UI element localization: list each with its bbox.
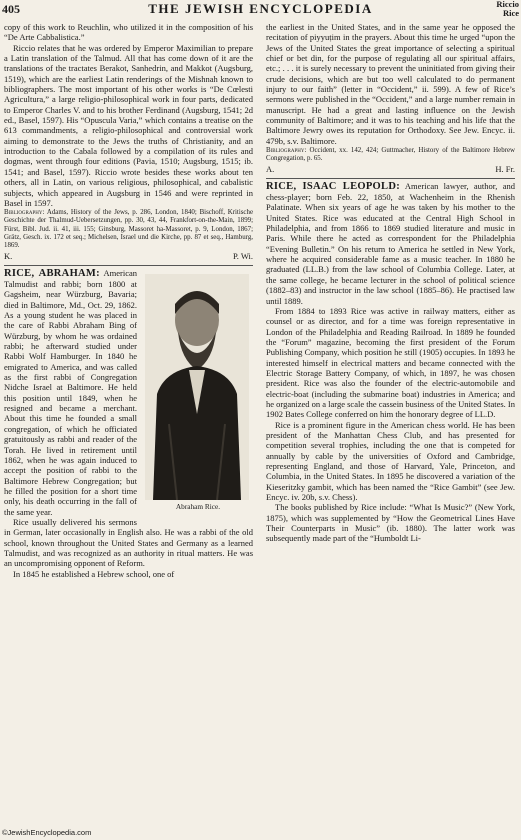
- signature-right: P. Wi.: [232, 250, 253, 261]
- paragraph: In 1845 he established a Hebrew school, one of: [13, 568, 175, 579]
- portrait-image: [145, 274, 249, 500]
- paragraph: From 1884 to 1893 Rice was active in railway matters, either as counsel or as director, and for a time was foreign representative in London of the Philadelphia and Reading Railroad. In 1889 he founded the “Forum” magazine, becoming the first president of the Forum Publishing Company, which position he still (1905) occupies. In 1893 he interested himself in electrical matters and became connected with the Electric Storage Battery Company, of which, in 1897, he was chosen president. Rice was also the founder of the electric-automobile and electric-boat (including the submarine boat) industries in America; and he organized on a large scale the cassein business of the United States. In 1902 Bates College conferred on him the honorary degree of LL.D.: [266, 305, 515, 420]
- bibliography-text: Adams, History of the Jews, p. 286, London, 1840; Bischoff, Kritische Geschichte der Thalmud-Uebersetzungen, pp. 30, 43, 44, Frankfort-on-the-Main, 1899; Fürst, Bibl. Jud. ii. 41, iii. 155; Ginsburg, Massoret ha-Massoret, p. 9, London, 1867; Grätz, Gesch. ix. 172 et seq.; Michelsen, Israel und die Kirche, pp. 87 et seq., Hamburg, 1869.: [4, 209, 253, 250]
- portrait-figure: [143, 270, 251, 518]
- running-title: THE JEWISH ENCYCLOPEDIA: [148, 1, 373, 16]
- divider: [4, 265, 253, 266]
- paragraph: the earliest in the United States, and in the same year he opposed the recitation of piyyuṭim in the prayers. About this time he urged “upon the Jews of the United States the great importance of selecting a spiritual chief or bet din, for the purpose of regulating all our spiritual affairs, etc.; . . . it is surely necessary to prevent the uninitiated from giving their crude decisions, which are but too well calculated to do permanent injury to our faith” (letter in “Occident,” ii. 599). A few of Rice’s sermons were published in the “Occident,” and a large number remain in manuscript. He had a great and lasting influence on the Jewish community of Baltimore; and it was to his teaching and his life that the Baltimore Jewry owes its reputation for Orthodoxy. See Jew. Encyc. ii. 479b, s.v. Baltimore.: [266, 22, 515, 146]
- paragraph: The books published by Rice include: “What Is Music?” (New York, 1875), which was supplemented by “How the Geometrical Lines Have Their Counterparts in Music” (ib. 1880). The latter work was subsequently made part of the “Humboldt Li-: [266, 502, 515, 544]
- bibliography: [266, 147, 515, 164]
- entry-text: American lawyer, author, and chess-player; born Feb. 22, 1850, at Wachenheim in the Rhenish Palatinate. When six years of age he was taken by his mother to the United States. Rice was educated at the Central High School in Philadelphia, and from 1866 to 1869 studied literature and music in Paris. While there he acted as correspondent for the Philadelphia “Evening Bulletin.” On his return to America he settled in New York, where he acquired considerable fame as a music teacher. In 1880 he graduated (LL.B.) from the law school of Columbia College. Later, at the same college, he became lecturer in the school of political science (1882–83) and instructor in the law school (1885–86). He practised law until 1889.: [266, 180, 515, 306]
- paragraph: Rice usually delivered his sermons in German, later occasionally in English also. He was a rabbi of the old school, known throughout the United States and Germany as a learned Talmudist, and was recognized as an authority in ritual matters. He was an uncompromising opponent of Reform.: [4, 516, 253, 569]
- left-column: [4, 22, 253, 830]
- divider: [266, 178, 515, 179]
- guide-word-top: Riccio: [496, 0, 519, 9]
- entry-text: American Talmudist and rabbi; born 1800 at Gagsheim, near Würzburg, Bavaria; died in Baltimore, Md., Oct. 29, 1862. As a young student he was placed in the care of Rabbi Abraham Bing of Würzburg, by whom he was ordained rabbi; he afterward studied under Rabbi Wolf Hamburger. In 1840 he emigrated to America, and was called as the first rabbi of Congregation Nidche Israel at Baltimore. He held this position until 1849, when he resigned and became a merchant. About this time he founded a small congregation, of which he officiated gratuitously as rabbi and reader of the Torah. He lived in retirement until 1862, when he was again induced to accept the position of rabbi to the Baltimore Hebrew Congregation; but he filled the position for a short time only, his death occurring in the fall of the same year.: [4, 267, 137, 517]
- signature-line: [4, 251, 253, 262]
- signature-line: [266, 164, 515, 175]
- signature-left: K.: [4, 250, 13, 261]
- entry-rice-isaac: [266, 181, 515, 306]
- paragraph: Rice is a prominent figure in the American chess world. He has been president of the Manhattan Chess Club, and has presented for competition several trophies, including the one that is competed for annually by cable by the universities of Oxford and Cambridge, representing England, and those of Harvard, Yale, Princeton, and Columbia, in the United States. In 1895 he discovered a variation of the Kieseritzky gambit, which has been named the “Rice Gambit” (see Jew. Encyc. iv. 20b, s.v. Chess).: [266, 419, 515, 503]
- footer-credit: ©JewishEncyclopedia.com: [2, 828, 92, 837]
- signature-right: H. Fr.: [495, 163, 515, 174]
- entry-heading: RICE, ISAAC LEOPOLD:: [266, 180, 401, 192]
- right-column: [266, 22, 515, 830]
- entry-heading: RICE, ABRAHAM:: [4, 267, 100, 279]
- paragraph: Riccio relates that he was ordered by Emperor Maximilian to prepare a Latin translation of the Talmud. All that has come down of it are the translations of the tractates Berakot, Sanhedrin, and Makkot (Augsburg, 1519), which are the earliest Latin renderings of the Mishnah known to bibliographers. The most important of his other works is “De Cœlesti Agricultura,” a large religio-philosophical work in four parts, dedicated to Emperor Charles V. and to his brother Ferdinand (Augsburg, 1541; 2d ed., Basel, 1597). His “Opuscula Varia,” which contains a treatise on the 613 commandments, a religio-philosophical and controversial work aiming to demonstrate to the Jews the truths of Christianity, and an introduction to the Cabala followed by a compilation of its rules and dogmas, went through four editions (Pavia, 1510; Augsburg, 1515; ib. 1541; and Basel, 1597). Riccio wrote besides these works about ten others, all in Latin, on various religious, philosophical, and cabalistic subjects, which appeared in Augsburg in 1546 and were reprinted in Basel in 1597.: [4, 42, 253, 208]
- bibliography: [4, 209, 253, 250]
- paragraph: copy of this work to Reuchlin, who utilized it in the composition of his “De Arte Cabbalistica.”: [4, 22, 253, 43]
- photo-caption: Abraham Rice.: [175, 501, 221, 511]
- guide-words: [496, 0, 519, 18]
- bibliography-text: Occident, xx. 142, 424; Guttmacher, History of the Baltimore Hebrew Congregation, p. 65.: [266, 147, 515, 163]
- page-number: 405: [2, 2, 20, 16]
- guide-word-bottom: Rice: [502, 8, 519, 18]
- entry-rice-abraham: [4, 268, 253, 517]
- signature-left: A.: [266, 163, 275, 174]
- bibliography-label: Bibliography:: [4, 209, 45, 217]
- bibliography-label: Bibliography:: [266, 147, 307, 155]
- page-header: [0, 0, 521, 22]
